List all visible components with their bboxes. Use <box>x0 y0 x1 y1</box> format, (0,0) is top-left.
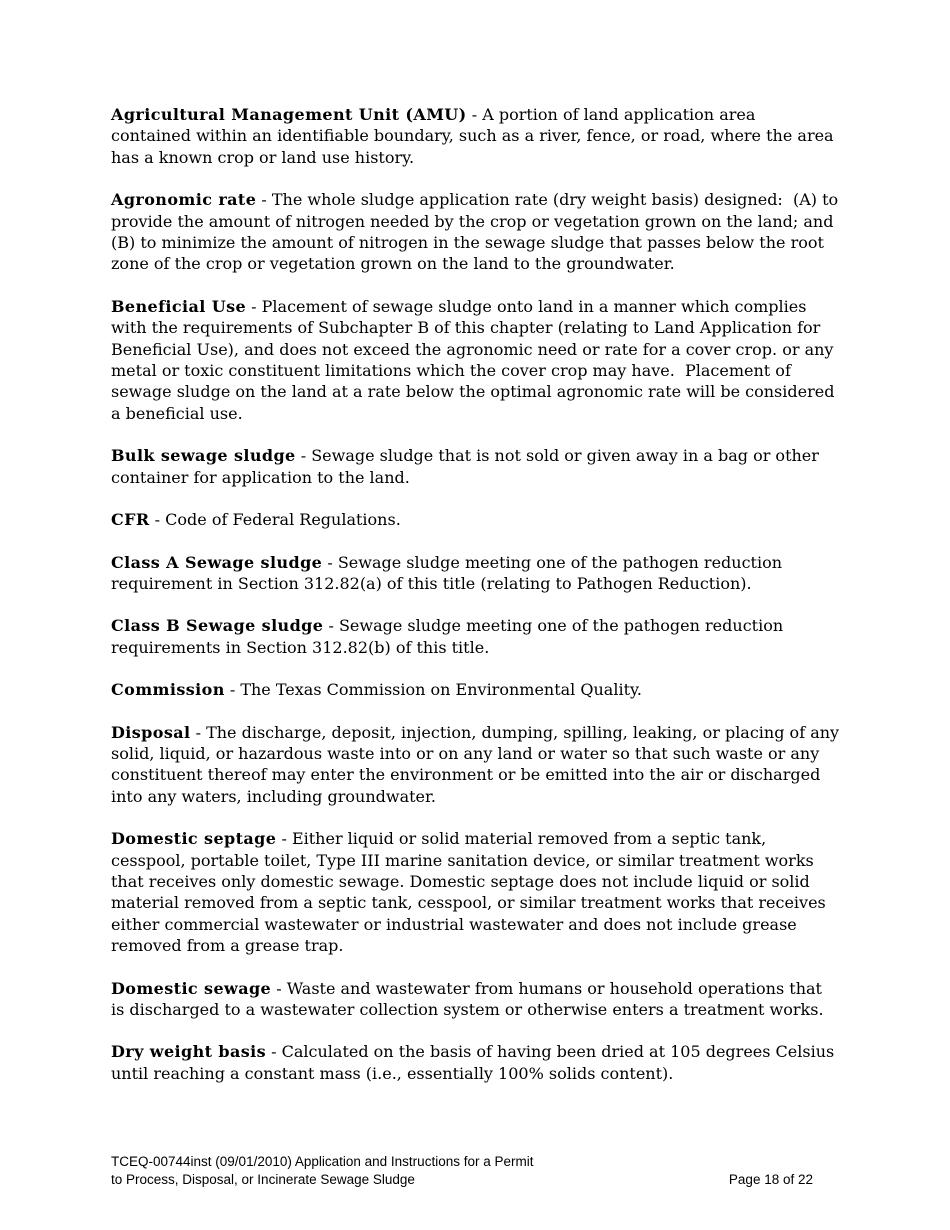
definition-text: - Sewage sludge meeting one of the pathogen reduction requirements in Section 312.82(b) of this title. <box>111 616 789 657</box>
definition-class-a-sewage-sludge <box>111 552 840 595</box>
definition-commission <box>111 679 840 700</box>
definition-term: Domestic sewage <box>111 978 272 998</box>
definition-term: Commission <box>111 680 225 700</box>
definition-text: - The whole sludge application rate (dry weight basis) designed: (A) to provide the amount of nitrogen needed by the crop or vegetation grown on the land; and (B) to minimize the amount of nitrogen in the sewage sludge that passes below the root zone of the crop or vegetation grown on the land to the groundwater. <box>111 190 844 274</box>
page-number: Page 18 of 22 <box>728 1171 813 1187</box>
footer-line-2: to Process, Disposal, or Incinerate Sewage Sludge <box>111 1171 415 1187</box>
definition-term: Dry weight basis <box>111 1042 267 1062</box>
definition-cfr <box>111 509 840 530</box>
definition-term: Class B Sewage sludge <box>111 616 324 636</box>
definition-term: Class A Sewage sludge <box>111 552 323 572</box>
definition-term: Beneficial Use <box>111 296 247 316</box>
definition-text: - Waste and wastewater from humans or household operations that is discharged to a wastewater collection system or otherwise enters a treatment works. <box>111 978 828 1019</box>
definition-agronomic-rate <box>111 189 844 275</box>
definition-beneficial-use <box>111 296 840 424</box>
definition-dry-weight-basis <box>111 1041 840 1084</box>
definition-text: - Calculated on the basis of having been dried at 105 degrees Celsius until reaching a constant mass (i.e., essentially 100% solids content). <box>111 1042 840 1083</box>
definition-term: Domestic septage <box>111 829 277 849</box>
footer-document-id <box>111 1153 591 1188</box>
definition-domestic-septage <box>111 828 840 956</box>
definition-text: - The discharge, deposit, injection, dumping, spilling, leaking, or placing of any solid, liquid, or hazardous waste into or on any land or water so that such waste or any constituent thereof may enter the environment or be emitted into the air or discharged into any waters, including groundwater. <box>111 722 845 806</box>
footer-line-1: TCEQ-00744inst (09/01/2010) Application and Instructions for a Permit <box>111 1154 534 1169</box>
definition-text: - Sewage sludge meeting one of the pathogen reduction requirement in Section 312.82(a) of this title (relating to Pathogen Reduction). <box>111 552 788 593</box>
definition-bulk-sewage-sludge <box>111 445 840 488</box>
definition-class-b-sewage-sludge <box>111 615 840 658</box>
definition-term: Agricultural Management Unit (AMU) <box>111 105 467 124</box>
definitions-section <box>111 104 845 1105</box>
definition-text: - A portion of land application area contained within an identifiable boundary, such as a river, fence, or road, where the area has a known crop or land use history. <box>111 105 839 167</box>
definition-disposal <box>111 722 845 808</box>
definition-text: - The Texas Commission on Environmental Quality. <box>224 680 643 700</box>
definition-agricultural-management-unit <box>111 104 840 168</box>
definition-term: CFR <box>111 510 150 530</box>
definition-text: - Either liquid or solid material removed from a septic tank, cesspool, portable toilet, Type III marine sanitation device, or similar treatment works that receives only domestic sewage. Domestic septage does not include liquid or solid material removed from a septic tank, cesspool, or similar treatment works that receives either commercial wastewater or industrial wastewater and does not include grease removed from a grease trap. <box>111 829 831 956</box>
definition-text: - Placement of sewage sludge onto land in a manner which complies with the requirements of Subchapter B of this chapter (relating to Land Application for Beneficial Use), and does not exceed the agronomic need or rate for a cover crop. or any metal or toxic constituent limitations which the cover crop may have. Placement of sewage sludge on the land at a rate below the optimal agronomic rate will be considered a beneficial use. <box>111 296 840 423</box>
definition-text: - Sewage sludge that is not sold or given away in a bag or other container for application to the land. <box>111 446 825 487</box>
definition-domestic-sewage <box>111 978 840 1021</box>
definition-text: - Code of Federal Regulations. <box>149 510 401 530</box>
definition-term: Agronomic rate <box>111 190 257 210</box>
definition-term: Disposal <box>111 722 191 742</box>
definition-term: Bulk sewage sludge <box>111 446 296 466</box>
